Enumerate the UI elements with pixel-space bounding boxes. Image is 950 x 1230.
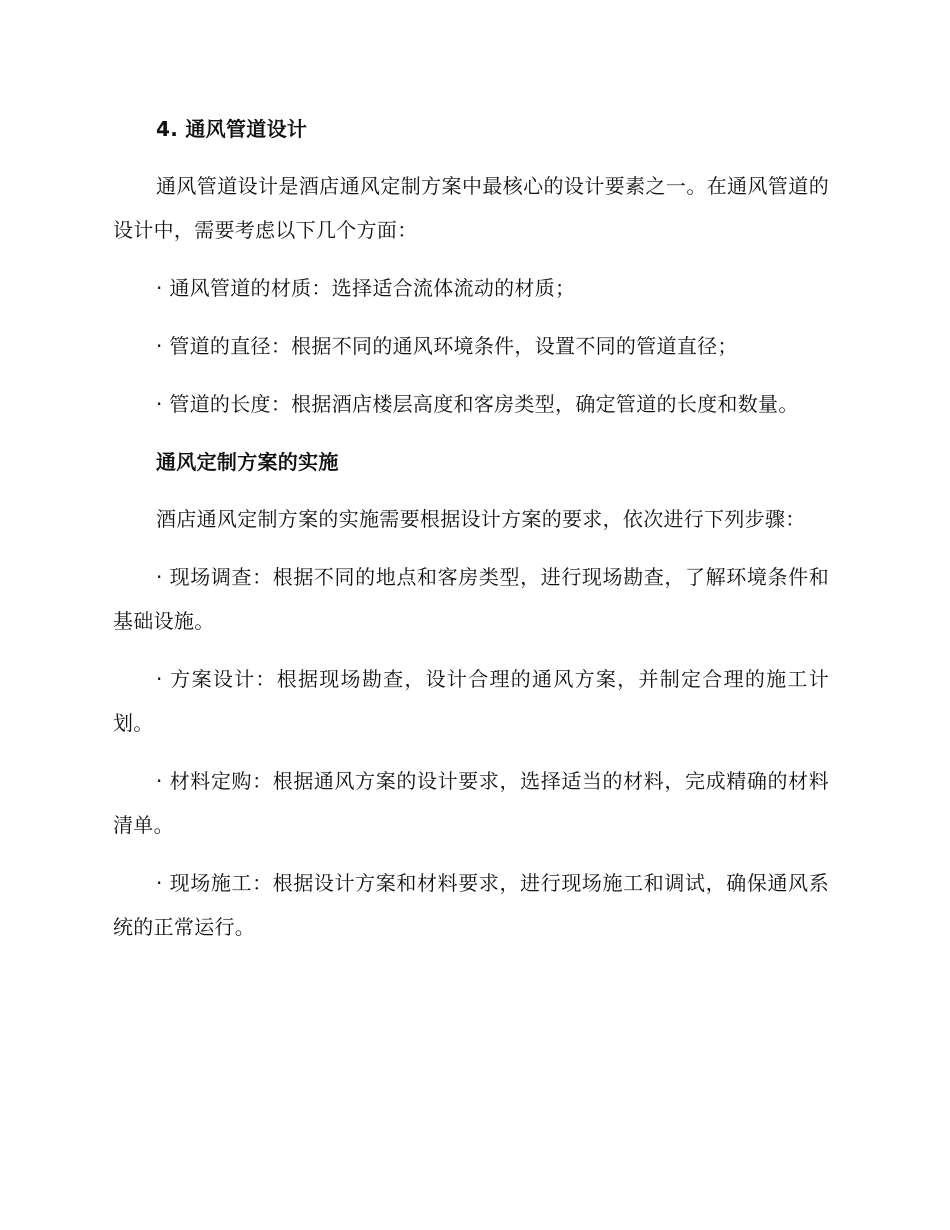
bullet-item-duct-material: · 通风管道的材质：选择适合流体流动的材质； (156, 276, 576, 300)
bullet-item-duct-diameter: · 管道的直径：根据不同的通风环境条件，设置不同的管道直径； (156, 334, 738, 358)
section-intro-vent-duct: 通风管道设计是酒店通风定制方案中最核心的设计要素之一。在通风管道的设计中，需要考虑以下几个方面： (113, 174, 829, 242)
document-body (113, 107, 829, 949)
bullet-item-site-construction: · 现场施工：根据设计方案和材料要求，进行现场施工和调试，确保通风系统的正常运行。 (113, 871, 829, 939)
bullet-item-plan-design: · 方案设计：根据现场勘查，设计合理的通风方案，并制定合理的施工计划。 (113, 667, 829, 735)
section-intro-implementation: 酒店通风定制方案的实施需要根据设计方案的要求，依次进行下列步骤： (156, 507, 806, 531)
bullet-item-site-survey: · 现场调查：根据不同的地点和客房类型，进行现场勘查，了解环境条件和基础设施。 (113, 565, 829, 633)
bullet-item-material-ordering: · 材料定购：根据通风方案的设计要求，选择适当的材料，完成精确的材料清单。 (113, 769, 829, 837)
section-heading-vent-duct: 4. 通风管道设计 (156, 117, 308, 141)
section-heading-implementation: 通风定制方案的实施 (156, 450, 339, 474)
bullet-item-duct-length: · 管道的长度：根据酒店楼层高度和客房类型，确定管道的长度和数量。 (156, 392, 799, 416)
